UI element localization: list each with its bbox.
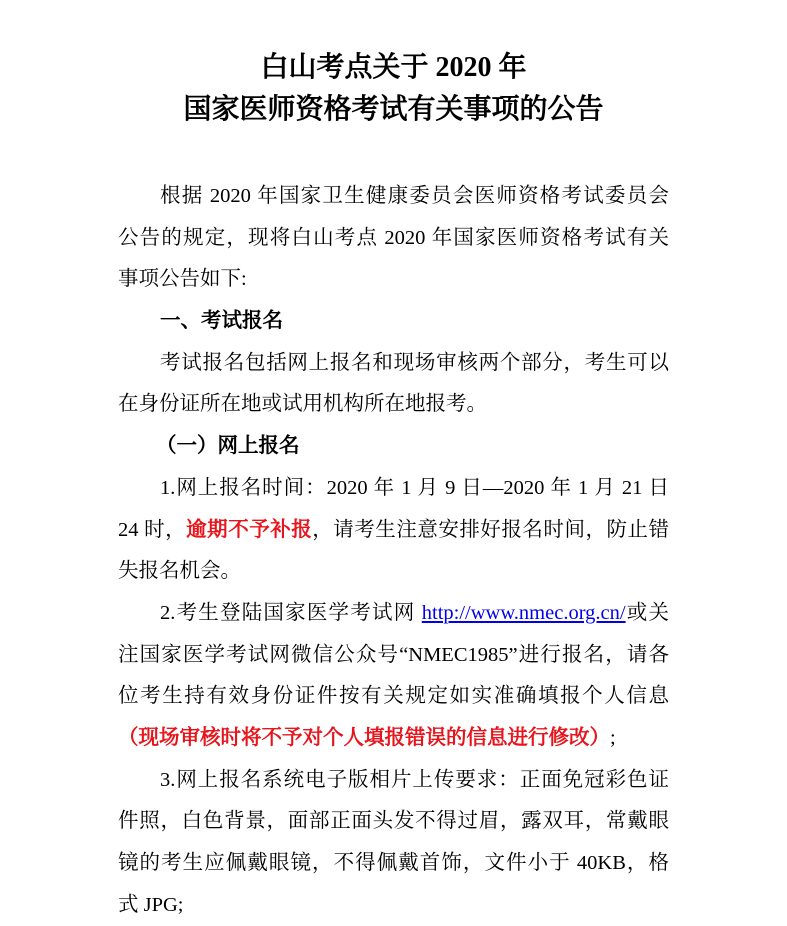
text-line [118, 218, 669, 260]
text-segment: 或关 [625, 601, 670, 624]
text-segment: 在身份证所在地或试用机构所在地报考。 [118, 393, 487, 416]
text-segment: 1.网上报名时间：2020 年 1 月 9 日—2020 年 1 月 21 日 [160, 476, 669, 499]
text-line [118, 259, 669, 301]
text-line [118, 801, 669, 843]
text-segment: 式 JPG; [118, 893, 184, 916]
text-line [118, 885, 669, 926]
section-heading: （一）网上报名 [156, 435, 300, 458]
text-line [118, 510, 669, 552]
text-segment: 注国家医学考试网微信公众号“NMEC1985”进行报名，请各 [118, 643, 669, 666]
document-body [118, 176, 669, 926]
text-line [118, 635, 669, 677]
text-segment: 事项公告如下: [118, 268, 247, 291]
text-segment: 考试报名包括网上报名和现场审核两个部分，考生可以 [160, 351, 669, 374]
text-line [118, 384, 669, 426]
text-line [118, 760, 669, 802]
text-line [118, 468, 669, 510]
text-segment: ，请考生注意安排好报名时间，防止错 [312, 518, 670, 541]
text-segment: 3.网上报名系统电子版相片上传要求：正面免冠彩色证 [160, 768, 669, 791]
text-segment: 2.考生登陆国家医学考试网 [160, 601, 422, 624]
text-segment: 24 时， [118, 518, 187, 541]
text-segment: 件照，白色背景，面部正面头发不得过眉，露双耳，常戴眼 [118, 810, 669, 833]
text-line [118, 676, 669, 718]
text-segment: 位考生持有效身份证件按有关规定如实准确填报个人信息 [118, 685, 669, 708]
nmec-link[interactable]: http://www.nmec.org.cn/ [421, 601, 626, 624]
text-segment: 镜的考生应佩戴眼镜，不得佩戴首饰，文件小于 40KB，格 [118, 852, 669, 874]
document-title-line-1: 白山考点关于 2020 年 [260, 52, 527, 83]
text-line [118, 343, 669, 385]
text-line [118, 843, 669, 885]
text-line [118, 426, 669, 468]
text-segment: 公告的规定，现将白山考点 2020 年国家医师资格考试有关 [118, 226, 669, 249]
text-line [118, 718, 669, 760]
text-segment: 根据 2020 年国家卫生健康委员会医师资格考试委员会 [160, 185, 669, 207]
text-segment: ; [610, 726, 616, 749]
text-line [118, 551, 669, 593]
section-heading: 一、考试报名 [160, 310, 283, 333]
text-line [118, 176, 669, 218]
text-line [118, 301, 669, 343]
emphasis-text: 逾期不予补报 [186, 518, 313, 541]
document-title-line-2: 国家医师资格考试有关事项的公告 [183, 94, 604, 125]
emphasis-text: （现场审核时将不予对个人填报错误的信息进行修改） [118, 726, 610, 749]
text-segment: 失报名机会。 [118, 560, 241, 583]
text-line [118, 593, 669, 635]
